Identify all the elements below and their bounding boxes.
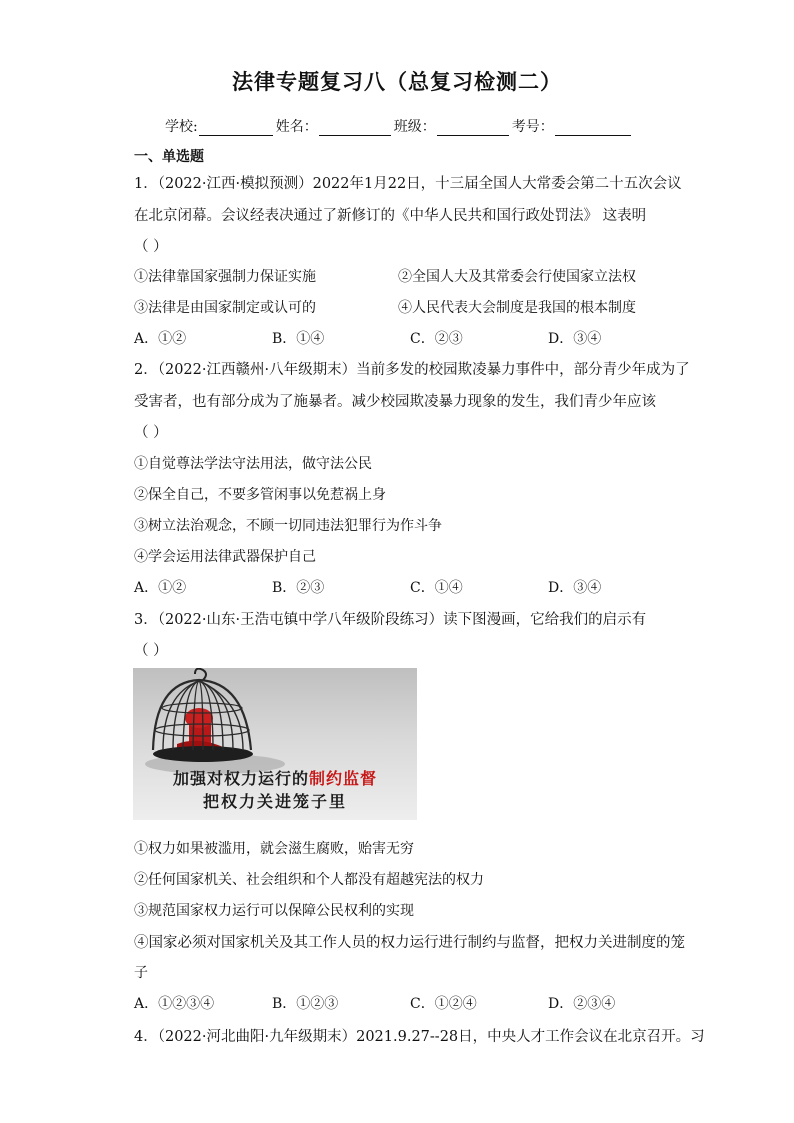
class-label: 班级： xyxy=(393,119,436,135)
q3-choice-c[interactable]: C．①②④ xyxy=(410,996,477,1012)
q2-choice-c[interactable]: C．①④ xyxy=(410,580,463,596)
q1-option-4[interactable]: ④人民代表大会制度是我国的根本制度 xyxy=(398,300,636,316)
q3-choice-a[interactable]: A．①②③④ xyxy=(134,996,215,1012)
q3-choice-d[interactable]: D．②③④ xyxy=(548,996,616,1012)
q1-choice-b[interactable]: B．①④ xyxy=(272,331,325,347)
q3-choice-b[interactable]: B．①②③ xyxy=(272,996,339,1012)
q1-choice-c[interactable]: C．②③ xyxy=(410,331,463,347)
school-blank[interactable] xyxy=(199,120,273,136)
q1-choice-a[interactable]: A．①② xyxy=(134,331,187,347)
q1-option-1[interactable]: ①法律靠国家强制力保证实施 xyxy=(134,269,316,285)
q3-option-3[interactable]: ③规范国家权力运行可以保障公民权利的实现 xyxy=(134,903,414,919)
q2-option-1[interactable]: ①自觉尊法学法守法用法，做守法公民 xyxy=(134,456,372,472)
q2-answer-paren: （ ） xyxy=(134,425,168,441)
q1-option-3[interactable]: ③法律是由国家制定或认可的 xyxy=(134,300,316,316)
q2-choice-a[interactable]: A．①② xyxy=(134,580,187,596)
q3-option-1[interactable]: ①权力如果被滥用，就会滋生腐败，贻害无穷 xyxy=(134,841,414,857)
q4-stem-line1: 4．（2022·河北曲阳·九年级期末）2021.9.27--28日，中央人才工作会议在北京召开。习 xyxy=(134,1029,705,1045)
q1-choice-d[interactable]: D．③④ xyxy=(548,331,602,347)
q2-choice-d[interactable]: D．③④ xyxy=(548,580,602,596)
q2-option-4[interactable]: ④学会运用法律武器保护自己 xyxy=(134,549,316,565)
q3-option-4-line1[interactable]: ④国家必须对国家机关及其工作人员的权力运行进行制约与监督，把权力关进制度的笼 xyxy=(134,935,685,951)
cartoon-caption-part-b: 制约监督 xyxy=(309,769,378,788)
q3-stem-line1: 3．（2022·山东·王浩屯镇中学八年级阶段练习）读下图漫画，它给我们的启示有 xyxy=(134,612,647,628)
class-blank[interactable] xyxy=(437,120,509,136)
cartoon-caption-part-a: 加强对权力运行的 xyxy=(172,769,309,788)
q3-option-4-line2[interactable]: 子 xyxy=(134,965,148,981)
q1-answer-paren: （ ） xyxy=(134,239,168,255)
q3-option-2[interactable]: ②任何国家机关、社会组织和个人都没有超越宪法的权力 xyxy=(134,872,484,888)
student-info-line xyxy=(165,116,634,136)
q1-option-2[interactable]: ②全国人大及其常委会行使国家立法权 xyxy=(398,269,636,285)
school-label: 学校: xyxy=(165,119,198,135)
number-blank[interactable] xyxy=(555,120,631,136)
q2-choice-b[interactable]: B．②③ xyxy=(272,580,325,596)
number-label: 考号： xyxy=(511,119,554,135)
section-heading: 一、单选题 xyxy=(134,149,204,165)
q2-option-3[interactable]: ③树立法治观念，不顾一切同违法犯罪行为作斗争 xyxy=(134,518,442,534)
q2-option-2[interactable]: ②保全自己，不要多管闲事以免惹祸上身 xyxy=(134,487,386,503)
page-title: 法律专题复习八（总复习检测二） xyxy=(232,70,562,94)
q3-answer-paren: （ ） xyxy=(134,643,168,659)
name-label: 姓名： xyxy=(275,119,318,135)
q2-stem-line2: 受害者，也有部分成为了施暴者。减少校园欺凌暴力现象的发生，我们青少年应该 xyxy=(134,394,656,410)
q2-stem-line1: 2．（2022·江西赣州·八年级期末）当前多发的校园欺凌暴力事件中，部分青少年成为了 xyxy=(134,362,690,378)
q1-stem-line2: 在北京闭幕。会议经表决通过了新修订的《中华人民共和国行政处罚法》 这表明 xyxy=(134,208,647,224)
cartoon-caption-line2: 把权力关进笼子里 xyxy=(202,792,347,811)
cartoon-image xyxy=(133,668,417,820)
name-blank[interactable] xyxy=(319,120,391,136)
q1-stem-line1: 1．（2022·江西·模拟预测）2022年1月22日，十三届全国人大常委会第二十五次会议 xyxy=(134,176,682,192)
cartoon-caption-line1 xyxy=(133,766,417,789)
